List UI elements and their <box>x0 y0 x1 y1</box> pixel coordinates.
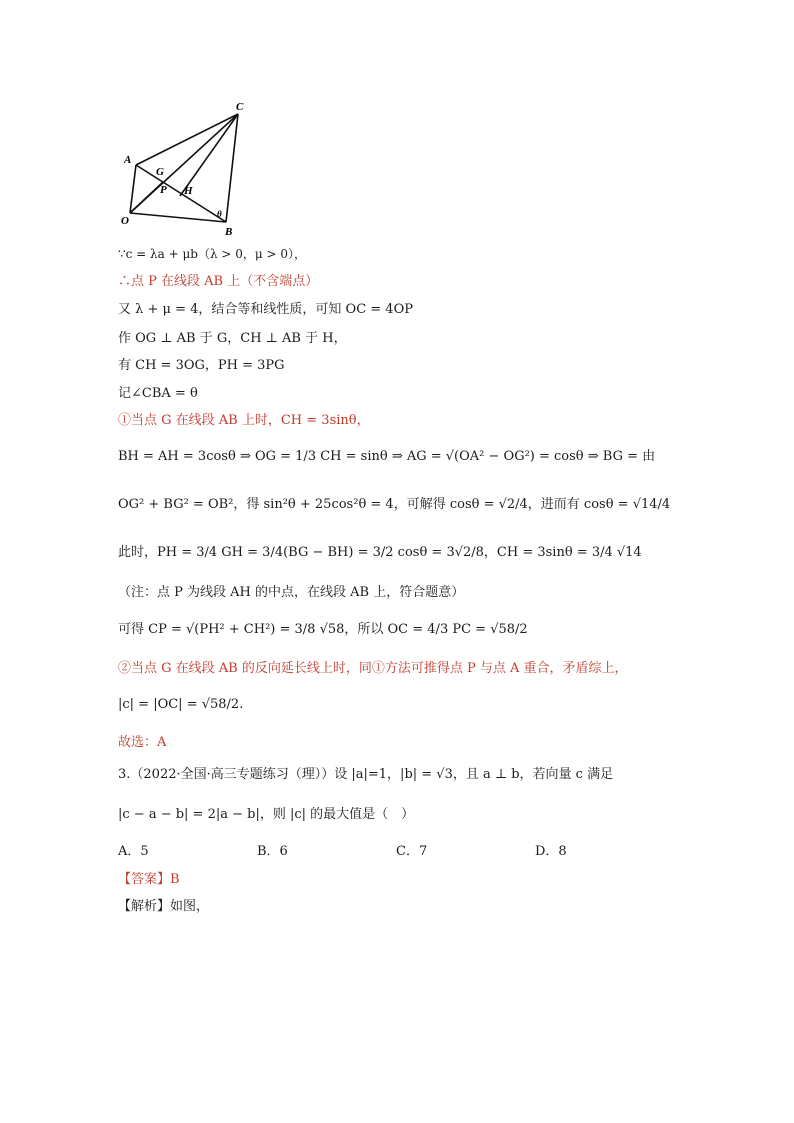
line-3: 又 λ + μ = 4，结合等和线性质，可知 OC = 4OP <box>118 302 413 317</box>
question-3-stem: 3.（2022·全国·高三专题练习（理））设 |a|=1，|b| = √3，且 a ⊥ b，若向量 c 满足 <box>118 767 614 782</box>
segment-OB <box>130 213 226 222</box>
label-A: A <box>124 154 132 166</box>
segment-CH <box>180 114 238 196</box>
option-C: C．7 <box>396 844 428 859</box>
segment-AC <box>136 114 238 165</box>
segment-CB <box>226 114 238 222</box>
label-P: P <box>160 184 167 196</box>
line-13: ②当点 G 在线段 AB 的反向延长线上时，同①方法可推得点 P 与点 A 重合，矛盾综上， <box>118 661 628 676</box>
question-3-condition: |c − a − b| = 2|a − b|，则 |c| 的最大值是（ ） <box>118 807 415 822</box>
line-4: 作 OG ⊥ AB 于 G，CH ⊥ AB 于 H， <box>118 331 347 346</box>
line-14: |c| = |OC| = √58/2. <box>118 697 244 712</box>
option-A: A．5 <box>118 844 149 859</box>
line-7: ①当点 G 在线段 AB 上时，CH = 3sinθ， <box>118 413 370 428</box>
geometry-figure <box>0 0 794 240</box>
analysis-label: 【解析】如图， <box>118 899 210 914</box>
option-B: B．6 <box>257 844 288 859</box>
line-12: 可得 CP = √(PH² + CH²) = 3/8 √58，所以 OC = 4/3 PC = √58/2 <box>118 622 528 637</box>
label-O: O <box>121 215 129 227</box>
label-C: C <box>236 101 244 113</box>
label-H: H <box>184 185 193 197</box>
line-1: ∵c = λa + μb（λ > 0，μ > 0）， <box>118 247 307 261</box>
line-5: 有 CH = 3OG，PH = 3PG <box>118 358 285 373</box>
answer-label: 【答案】B <box>118 872 180 887</box>
segment-OG <box>130 182 163 213</box>
line-6: 记∠CBA = θ <box>118 386 198 401</box>
line-11: （注：点 P 为线段 AH 的中点，在线段 AB 上，符合题意） <box>118 585 465 600</box>
label-B: B <box>225 226 233 238</box>
line-8: BH = AH = 3cosθ ⇒ OG = 1/3 CH = sinθ ⇒ AG = √(OA² − OG²) = cosθ ⇒ BG = 由 <box>118 449 656 464</box>
line-9: OG² + BG² = OB²，得 sin²θ + 25cos²θ = 4，可解得 cosθ = √2/4，进而有 cosθ = √14/4 <box>118 497 671 512</box>
segment-OA <box>130 165 136 213</box>
line-15: 故选：A <box>118 735 167 750</box>
option-D: D．8 <box>535 844 567 859</box>
line-10: 此时，PH = 3/4 GH = 3/4(BG − BH) = 3/2 cosθ = 3√2/8，CH = 3sinθ = 3/4 √14 <box>118 545 642 560</box>
label-G: G <box>156 166 164 178</box>
label-theta: θ <box>217 209 222 219</box>
line-2: ∴点 P 在线段 AB 上（不含端点） <box>118 274 319 289</box>
